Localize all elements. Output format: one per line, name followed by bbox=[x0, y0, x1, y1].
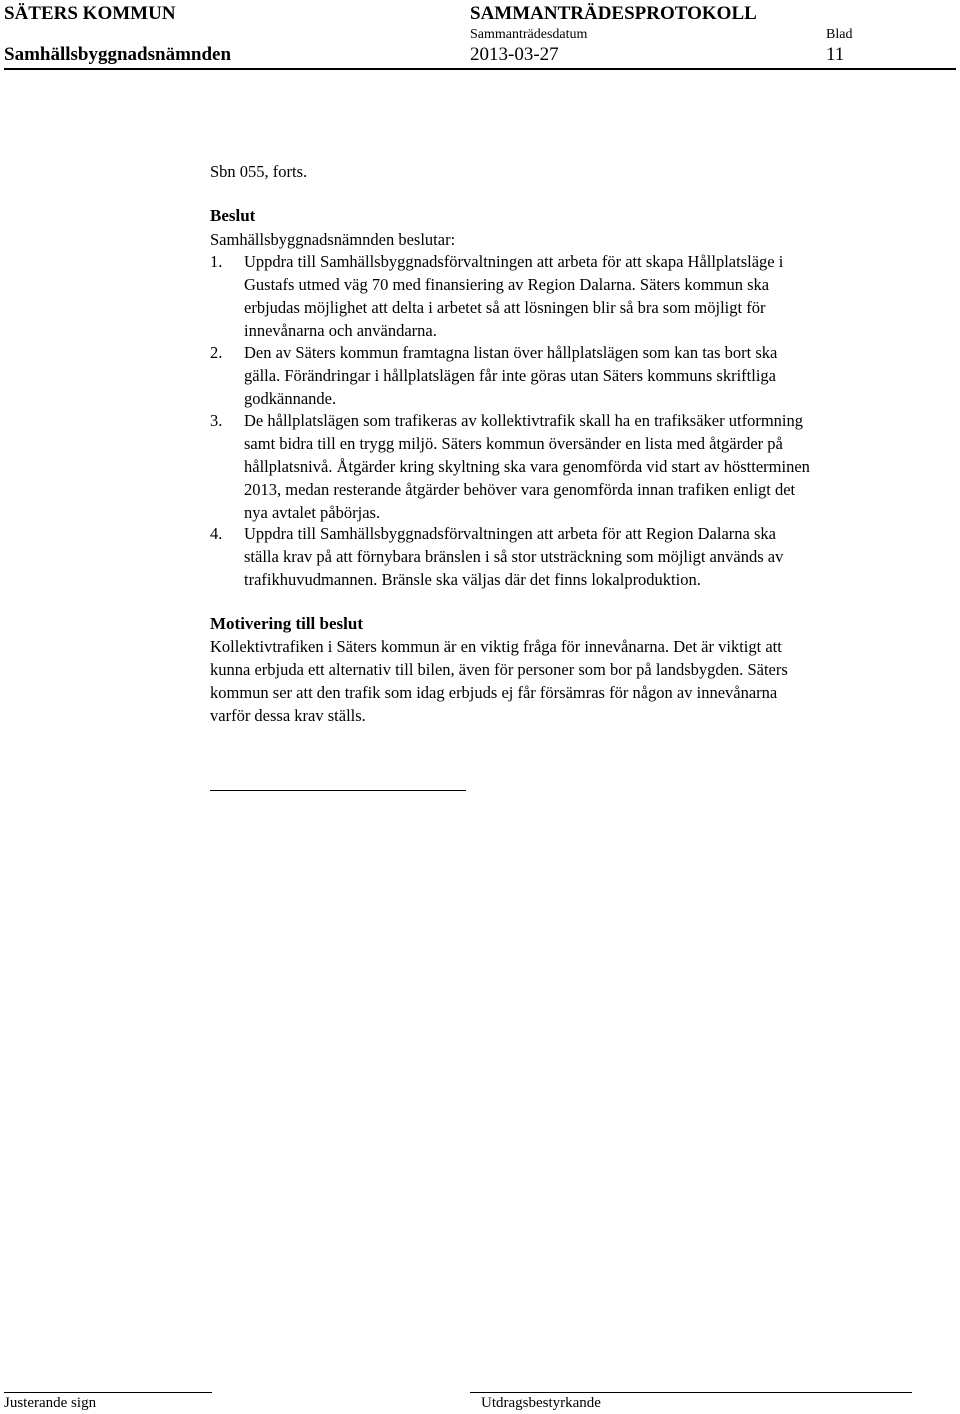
excerpt-divider bbox=[470, 1392, 912, 1393]
item-line: De hållplatslägen som trafikeras av kollektivtrafik skall ha en trafiksäker utformning bbox=[244, 411, 803, 430]
item-line: innevånarna och användarna. bbox=[244, 321, 437, 340]
excerpt-label: Utdragsbestyrkande bbox=[481, 1395, 601, 1411]
item-line: trafikhuvudmannen. Bränsle ska väljas där det finns lokalproduktion. bbox=[244, 570, 701, 589]
signature-label: Justerande sign bbox=[4, 1395, 97, 1411]
section-reference: Sbn 055, forts. bbox=[210, 162, 308, 181]
item-line: nya avtalet påbörjas. bbox=[244, 503, 381, 522]
decision-item-3 bbox=[244, 409, 904, 524]
decision-item-1 bbox=[244, 250, 904, 342]
item-line: Den av Säters kommun framtagna listan över hållplatslägen som kan tas bort ska bbox=[244, 343, 778, 362]
decision-heading: Beslut bbox=[210, 206, 256, 225]
motivation-line: kunna erbjuda ett alternativ till bilen, även för personer som bor på landsbygden. Säters bbox=[210, 660, 788, 679]
item-line: gälla. Förändringar i hållplatslägen får inte göras utan Säters kommuns skriftliga bbox=[244, 366, 776, 385]
item-number: 1. bbox=[210, 252, 223, 271]
date-label: Sammanträdesdatum bbox=[470, 27, 588, 42]
item-line: Uppdra till Samhällsbyggnadsförvaltningen att arbeta för att skapa Hållplatsläge i bbox=[244, 252, 784, 271]
end-rule bbox=[210, 790, 466, 791]
item-line: samt bidra till en trygg miljö. Säters kommun översänder en lista med åtgärder på bbox=[244, 434, 783, 453]
motivation-line: kommun ser att den trafik som idag erbjuds ej får försämras för någon av innevånarna bbox=[210, 683, 778, 702]
motivation-line: Kollektivtrafiken i Säters kommun är en viktig fråga för innevånarna. Det är viktigt att bbox=[210, 637, 782, 656]
protocol-title: SAMMANTRÄDESPROTOKOLL bbox=[470, 3, 757, 24]
sign-divider bbox=[4, 1392, 212, 1393]
motivation-heading: Motivering till beslut bbox=[210, 614, 363, 633]
item-line: ställa krav på att förnybara bränslen i så stor utsträckning som möjligt används av bbox=[244, 547, 784, 566]
motivation-line: varför dessa krav ställs. bbox=[210, 706, 366, 725]
header-divider bbox=[4, 68, 956, 70]
decision-item-2 bbox=[244, 341, 904, 410]
page-number: 11 bbox=[826, 44, 845, 65]
item-line: erbjudas möjlighet att delta i arbetet så att lösningen blir så bra som möjligt för bbox=[244, 298, 766, 317]
motivation-text bbox=[210, 635, 788, 727]
item-line: Gustafs utmed väg 70 med finansiering av Region Dalarna. Säters kommun ska bbox=[244, 275, 770, 294]
page-label: Blad bbox=[826, 27, 853, 42]
item-number: 3. bbox=[210, 411, 223, 430]
decision-intro: Samhällsbyggnadsnämnden beslutar: bbox=[210, 230, 456, 249]
item-line: Uppdra till Samhällsbyggnadsförvaltningen att arbeta för att Region Dalarna ska bbox=[244, 524, 776, 543]
item-line: hållplatsnivå. Åtgärder kring skyltning ska vara genomförda vid start av höstterminen bbox=[244, 457, 810, 476]
item-line: 2013, medan resterande åtgärder behöver vara genomförda innan trafiken enligt det bbox=[244, 480, 796, 499]
item-line: godkännande. bbox=[244, 389, 337, 408]
item-number: 4. bbox=[210, 524, 223, 543]
municipality-name: SÄTERS KOMMUN bbox=[4, 3, 176, 24]
decision-item-4 bbox=[244, 522, 904, 591]
committee-name: Samhällsbyggnadsnämnden bbox=[4, 44, 232, 65]
meeting-date: 2013-03-27 bbox=[470, 44, 559, 65]
item-number: 2. bbox=[210, 343, 223, 362]
